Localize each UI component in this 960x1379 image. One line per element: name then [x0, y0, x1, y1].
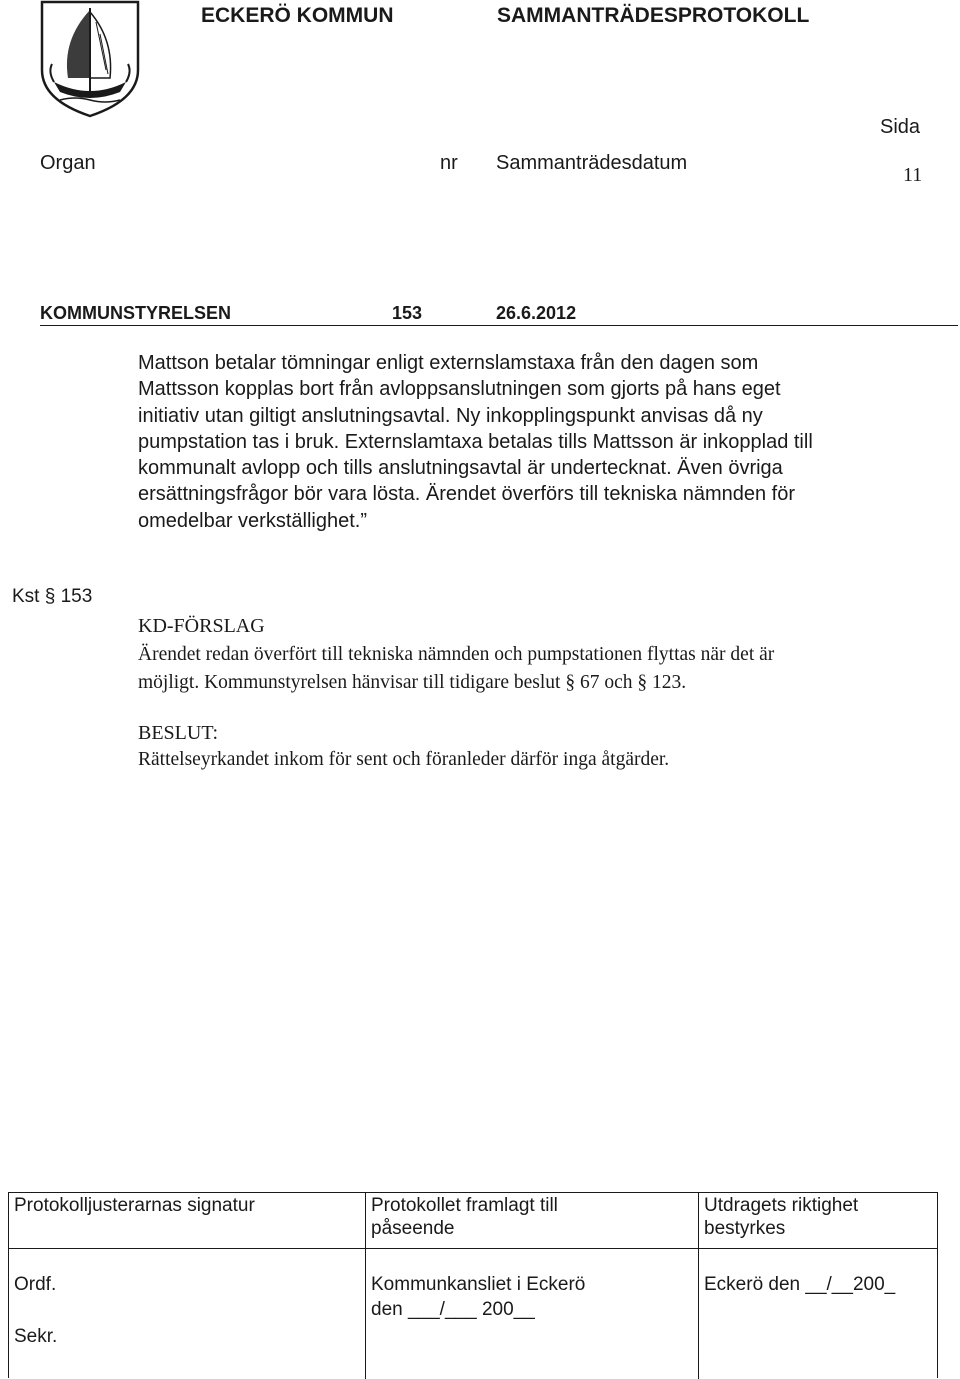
document-type: SAMMANTRÄDESPROTOKOLL	[497, 4, 810, 27]
quote-line: ersättningsfrågor bör vara lösta. Ärendet överförs till tekniska nämnden för	[138, 483, 795, 506]
meeting-date: 26.6.2012	[496, 303, 577, 323]
municipality-crest	[40, 0, 140, 118]
table-divider	[365, 1192, 366, 1379]
proposal-heading: KD-FÖRSLAG	[138, 615, 265, 637]
quote-line: omedelbar verkställighet.”	[138, 509, 367, 532]
organ-label: Organ	[40, 152, 96, 174]
quoted-paragraph	[138, 350, 938, 534]
office-label: Kommunkansliet i Eckerö	[371, 1274, 586, 1295]
proposal-line: Ärendet redan överfört till tekniska nämnden och pumpstationen flyttas när det är	[138, 644, 775, 665]
certified-label	[704, 1194, 924, 1240]
proposal-line: möjligt. Kommunstyrelsen hänvisar till tidigare beslut § 67 och § 123.	[138, 672, 687, 693]
decision-text: Rättelseyrkandet inkom för sent och föranleder därför inga åtgärder.	[138, 749, 670, 770]
municipality-name: ECKERÖ KOMMUN	[201, 4, 394, 27]
presented-line: påseende	[371, 1218, 455, 1239]
section-label: Kst § 153	[12, 586, 93, 607]
quote-line: Mattson betalar tömningar enligt externslamstaxa från den dagen som	[138, 352, 759, 374]
quote-line: kommunalt avlopp och tills anslutningsavtal är undertecknat. Även övriga	[138, 457, 783, 480]
page-label: Sida	[880, 116, 921, 138]
office-date-field: den ___/___ 200__	[371, 1299, 535, 1320]
table-row-divider	[8, 1248, 938, 1249]
place-date-field: Eckerö den __/__200_	[704, 1274, 896, 1295]
quote-line: initiativ utan giltigt anslutningsavtal. Ny inkopplingspunkt anvisas då ny	[138, 404, 763, 427]
certified-line: bestyrkes	[704, 1218, 786, 1239]
meeting-date-label: Sammanträdesdatum	[496, 152, 688, 174]
chair-label: Ordf.	[14, 1274, 57, 1295]
page-number: 11	[903, 164, 923, 186]
signature-label: Protokolljusterarnas signatur	[14, 1195, 255, 1216]
header-divider	[40, 325, 958, 326]
presented-line: Protokollet framlagt till	[371, 1195, 558, 1216]
governing-body-name: KOMMUNSTYRELSEN	[40, 303, 232, 323]
table-divider	[698, 1192, 699, 1379]
certified-line: Utdragets riktighet	[704, 1195, 859, 1216]
decision-heading: BESLUT:	[138, 722, 219, 744]
nr-label: nr	[440, 152, 458, 174]
quote-line: Mattsson kopplas bort från avloppsanslutningen som gjorts på hans eget	[138, 378, 781, 401]
meeting-number: 153	[392, 303, 423, 323]
proposal-text	[138, 641, 928, 697]
quote-line: pumpstation tas i bruk. Externslamtaxa betalas tills Mattsson är inkopplad till	[138, 430, 813, 453]
viking-ship-crest-icon	[40, 0, 140, 118]
presented-label	[371, 1194, 671, 1240]
secretary-label: Sekr.	[14, 1326, 58, 1347]
